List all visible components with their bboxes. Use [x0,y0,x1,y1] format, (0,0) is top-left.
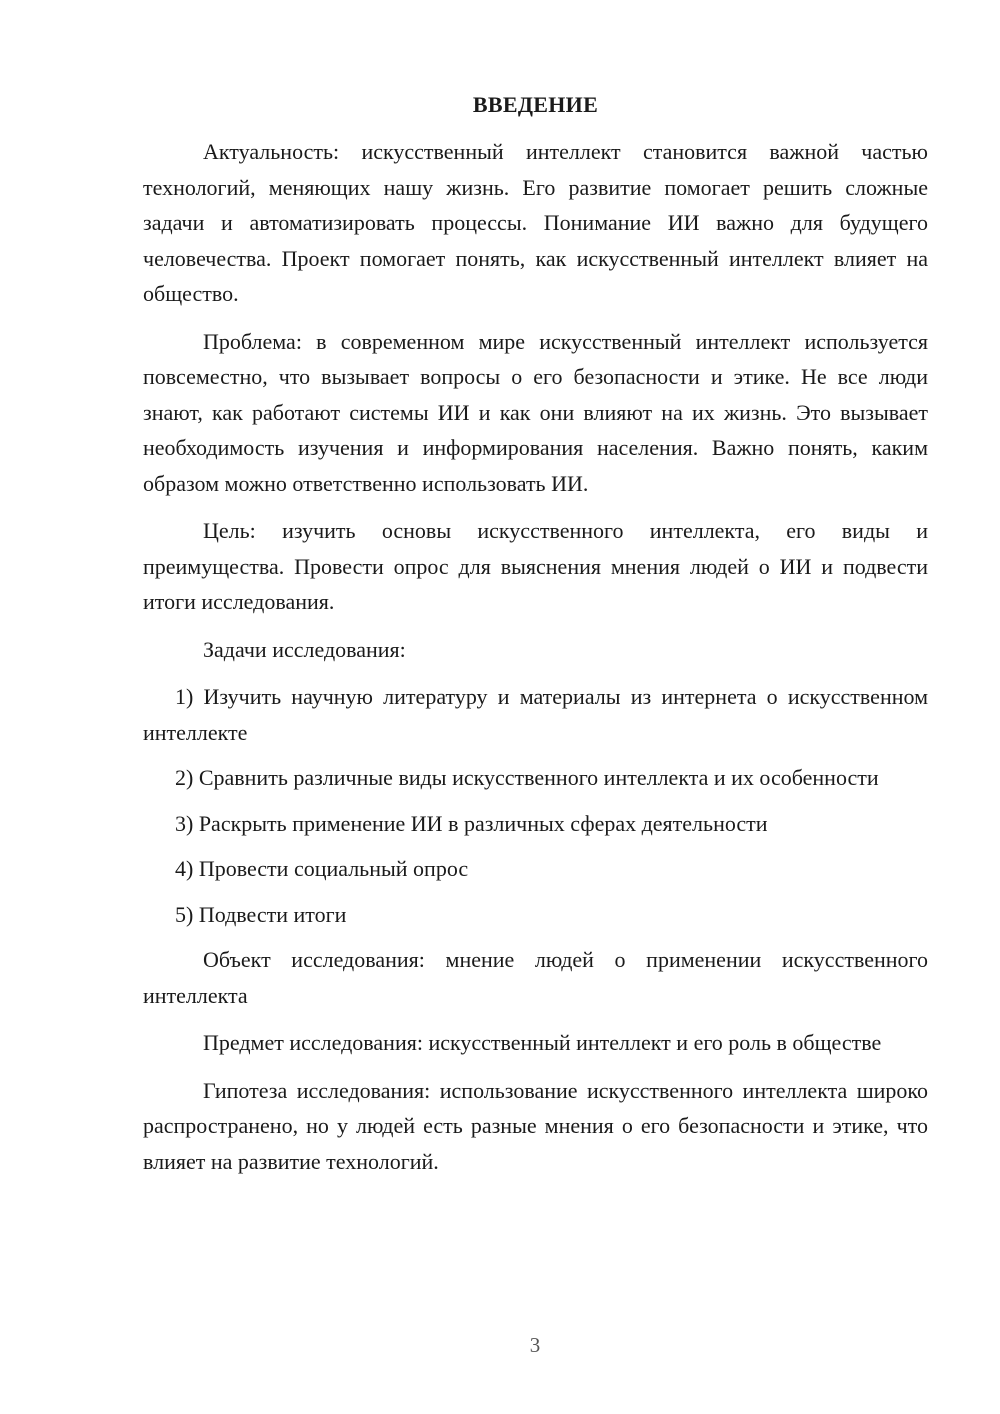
object-paragraph: Объект исследования: мнение людей о применении искусственного интеллекта [143,947,928,1008]
problem-paragraph: Проблема: в современном мире искусственный интеллект используется повсеместно, что вызывает вопросы о его безопасности и этике. Не все люди знают, как работают системы ИИ и как они влияют на их жизнь. Это вызывает необходимость изучения и информирования населения. Важно понять, каким образом можно ответственно использовать ИИ. [143,328,928,496]
task-item-5: 5) Подвести итоги [175,901,347,927]
subject-paragraph: Предмет исследования: искусственный интеллект и его роль в обществе [203,1030,882,1055]
tasks-heading: Задачи исследования: [203,636,406,662]
task-item-4: 4) Провести социальный опрос [175,856,469,881]
hypothesis-paragraph: Гипотеза исследования: использование искусственного интеллекта широко распространено, но у людей есть разные мнения о его безопасности и этике, что влияет на развитие технологий. [143,1077,928,1174]
relevance-paragraph: Актуальность: искусственный интеллект становится важной частью технологий, меняющих нашу жизнь. Его развитие помогает решить сложные задачи и автоматизировать процессы. Понимание ИИ важно для будущего человечества. Проект помогает понять, как искусственный интеллект влияет на общество. [143,139,928,306]
document-page [143,90,928,1191]
task-item-3: 3) Раскрыть применение ИИ в различных сферах деятельности [175,810,768,836]
page-title: ВВЕДЕНИЕ [472,92,599,117]
task-item-2: 2) Сравнить различные виды искусственного интеллекта и их особенности [175,765,879,790]
page-number: 3 [529,1333,541,1357]
task-item-1: 1) Изучить научную литературу и материалы из интернета о искусственном интеллекте [143,684,928,745]
goal-paragraph: Цель: изучить основы искусственного интеллекта, его виды и преимущества. Провести опрос для выяснения мнения людей о ИИ и подвести итоги исследования. [143,518,928,614]
